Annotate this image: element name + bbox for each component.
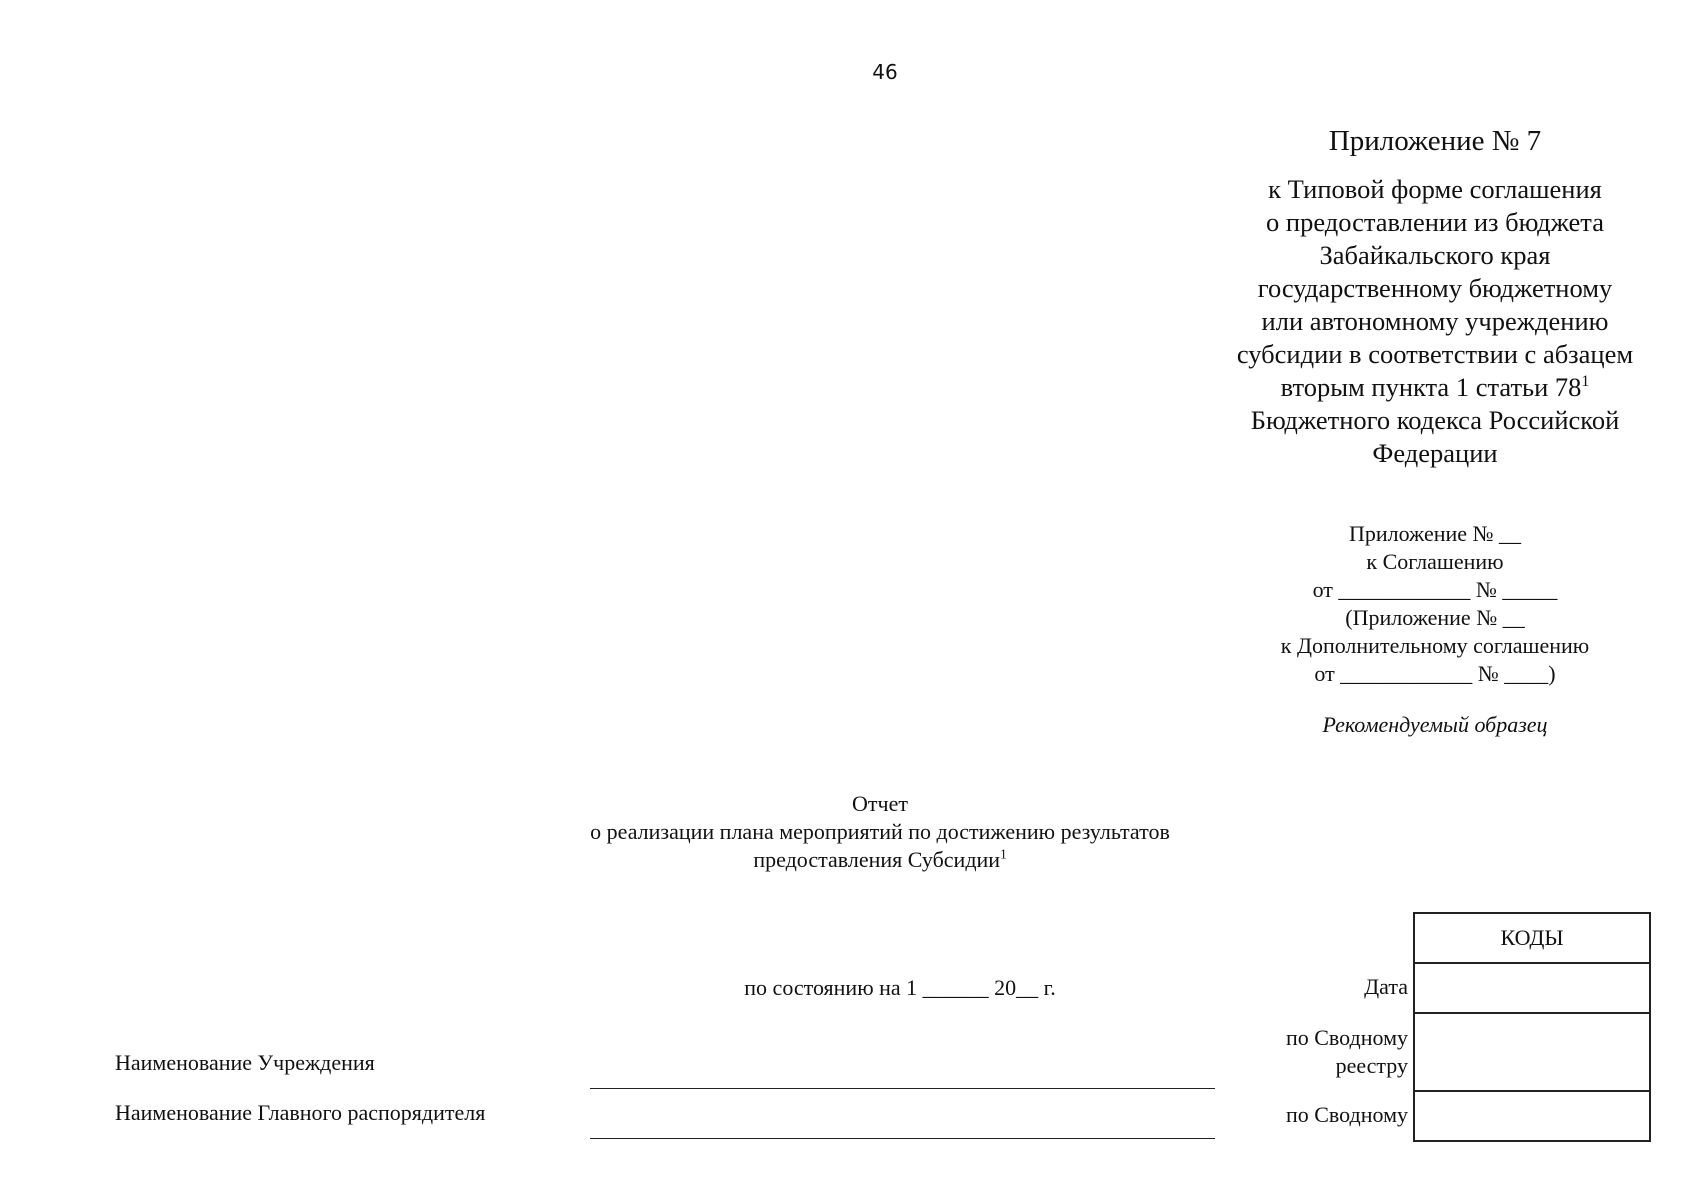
report-title-line: о реализации плана мероприятий по достижению результатов — [590, 819, 1170, 844]
institution-label: Наименование Учреждения — [115, 1050, 375, 1075]
date-code-cell[interactable] — [1414, 963, 1650, 1013]
as-of-date: по состоянию на 1 ______ 20__ г. — [744, 975, 1056, 1000]
report-title-line — [540, 846, 1220, 874]
agreement-line: (Приложение № __ — [1345, 605, 1525, 630]
registry-label-line: реестру — [1335, 1053, 1408, 1078]
appendix-description — [1215, 173, 1655, 470]
agreement-line: от ____________ № ____) — [1314, 661, 1556, 686]
registry-code-cell[interactable] — [1414, 1013, 1650, 1091]
appendix-line: о предоставлении из бюджета — [1266, 207, 1604, 237]
appendix-heading — [1215, 125, 1655, 470]
appendix-line: Забайкальского края — [1319, 240, 1551, 270]
report-title-line: Отчет — [852, 791, 908, 816]
appendix-line: или автономному учреждению — [1261, 306, 1609, 336]
registry2-code-cell[interactable] — [1414, 1091, 1650, 1141]
page-number: 46 — [872, 60, 898, 84]
codes-table — [1413, 912, 1651, 1142]
registry-label-line: по Сводному — [1285, 1025, 1408, 1050]
institution-name-line[interactable] — [590, 1088, 1215, 1089]
appendix-line — [1215, 371, 1655, 404]
manager-name-line[interactable] — [590, 1138, 1215, 1139]
report-title — [540, 790, 1220, 874]
appendix-line: субсидии в соответствии с абзацем — [1236, 339, 1634, 369]
agreement-line: от ____________ № _____ — [1312, 577, 1558, 602]
agreement-reference — [1215, 520, 1655, 688]
codes-header: КОДЫ — [1414, 913, 1650, 963]
registry2-code-label: по Сводному — [1285, 1102, 1408, 1127]
appendix-line: Федерации — [1372, 438, 1498, 468]
appendix-line: государственному бюджетному — [1257, 273, 1613, 303]
report-title-text: предоставления Субсидии — [753, 847, 1001, 872]
appendix-line: Бюджетного кодекса Российской — [1250, 405, 1620, 435]
appendix-line: к Типовой форме соглашения — [1268, 174, 1602, 204]
agreement-line: к Дополнительному соглашению — [1280, 633, 1590, 658]
agreement-line: к Соглашению — [1366, 549, 1504, 574]
registry-code-label — [1208, 1024, 1408, 1080]
manager-label: Наименование Главного распорядителя — [115, 1100, 486, 1125]
date-code-label: Дата — [1364, 974, 1408, 999]
appendix-title: Приложение № 7 — [1328, 125, 1542, 157]
sample-label: Рекомендуемый образец — [1322, 712, 1548, 737]
agreement-line: Приложение № __ — [1348, 521, 1522, 546]
appendix-line-text: вторым пункта 1 статьи 78 — [1280, 372, 1582, 402]
footnote-mark: 1 — [1581, 373, 1590, 391]
footnote-mark: 1 — [1000, 846, 1007, 862]
